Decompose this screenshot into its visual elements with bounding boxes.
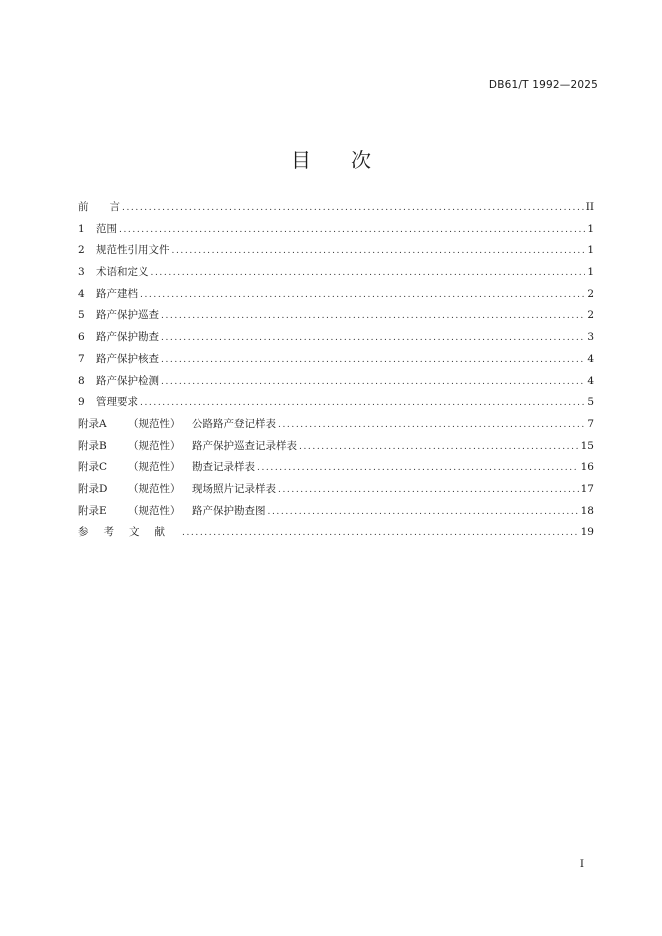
toc-entry-label: 路产保护核查 [96,352,159,365]
toc-entry-number: 8 [78,374,85,387]
toc-entry-protection-survey[interactable] [78,329,594,351]
toc-appendix-id: 附录E [78,504,107,517]
toc-entry-terms-definitions[interactable] [78,264,594,286]
toc-leader-dots [268,507,579,517]
toc-entry-page: 4 [587,374,594,387]
toc-entry-label: 现场照片记录样表 [192,482,276,495]
toc-entry-management-requirements[interactable] [78,394,594,416]
toc-entry-road-asset-filing[interactable] [78,286,594,308]
toc-entry-appendix-d[interactable] [78,481,594,503]
toc-entry-page: 19 [580,526,594,539]
toc-entry-page: 1 [587,266,594,279]
toc-entry-page: 18 [580,504,594,517]
toc-appendix-id: 附录D [78,482,108,495]
toc-entry-protection-inspection[interactable] [78,373,594,395]
toc-entry-appendix-e[interactable] [78,503,594,525]
toc-entry-normative-references[interactable] [78,242,594,264]
toc-leader-dots [299,442,579,452]
toc-entry-page: 15 [580,439,594,452]
toc-entry-label: 前 言 [78,201,120,213]
toc-entry-scope[interactable] [78,221,594,243]
toc-leader-dots [161,333,585,343]
toc-entry-page: II [585,201,594,213]
toc-entry-page: 1 [587,244,594,257]
toc-entry-label: 路产保护巡查 [96,309,159,322]
toc-entry-label: 路产保护勘查图 [192,504,266,517]
toc-entry-label: 路产保护勘查 [96,331,159,344]
toc-entry-number: 3 [78,266,85,279]
toc-entry-label: 术语和定义 [96,266,149,279]
toc-entry-page: 16 [580,461,594,474]
toc-entry-foreword[interactable] [78,199,594,221]
toc-entry-label: 范围 [96,222,117,235]
toc-leader-dots [161,377,585,387]
toc-entry-label: 勘查记录样表 [192,461,255,474]
toc-entry-page: 4 [587,352,594,365]
toc-leader-dots [182,528,579,538]
toc-leader-dots [278,485,579,495]
toc-entry-bibliography[interactable] [78,524,594,546]
toc-appendix-type: （规范性） [128,439,181,452]
toc-entry-appendix-a[interactable] [78,416,594,438]
toc-leader-dots [257,463,579,473]
toc-entry-label: 管理要求 [96,396,138,409]
toc-entry-appendix-c[interactable] [78,459,594,481]
toc-appendix-id: 附录B [78,439,107,452]
toc-entry-page: 2 [587,309,594,322]
toc-entry-protection-verification[interactable] [78,351,594,373]
toc-entry-label: 路产保护巡查记录样表 [192,439,297,452]
toc-appendix-type: （规范性） [128,417,181,430]
toc-entry-label: 路产保护检测 [96,374,159,387]
toc-entry-page: 7 [587,417,594,430]
toc-leader-dots [122,203,584,213]
toc-leader-dots [161,355,585,365]
toc-entry-number: 6 [78,331,85,344]
toc-entry-protection-patrol[interactable] [78,307,594,329]
toc-entry-number: 9 [78,396,85,409]
toc-entry-appendix-b[interactable] [78,438,594,460]
toc-entry-number: 4 [78,287,85,300]
toc-entry-label: 规范性引用文件 [96,244,170,257]
toc-appendix-id: 附录A [78,417,107,430]
toc-appendix-id: 附录C [78,461,108,474]
toc-entry-page: 2 [587,287,594,300]
toc-list [78,199,594,546]
toc-entry-page: 1 [587,222,594,235]
toc-leader-dots [172,246,586,256]
toc-entry-number: 2 [78,244,85,257]
toc-leader-dots [161,311,585,321]
toc-entry-page: 5 [587,396,594,409]
toc-title [0,144,662,173]
page-number: I [579,858,584,870]
toc-entry-number: 7 [78,352,85,365]
document-code: DB61/T 1992—2025 [488,79,598,91]
toc-leader-dots [278,420,585,430]
toc-appendix-type: （规范性） [128,504,181,517]
toc-entry-number: 5 [78,309,85,322]
toc-leader-dots [140,290,585,300]
toc-appendix-type: （规范性） [128,461,181,474]
toc-entry-label: 路产建档 [96,287,138,300]
toc-appendix-type: （规范性） [128,482,181,495]
toc-entry-number: 1 [78,222,85,235]
toc-entry-label: 参考文献 [78,526,180,539]
toc-leader-dots [151,268,586,278]
toc-leader-dots [119,225,585,235]
toc-title-part1: 目 [291,148,311,172]
toc-entry-page: 17 [580,482,594,495]
toc-title-part2: 次 [351,148,371,172]
toc-entry-page: 3 [587,331,594,344]
toc-entry-label: 公路路产登记样表 [192,417,276,430]
toc-leader-dots [140,398,585,408]
